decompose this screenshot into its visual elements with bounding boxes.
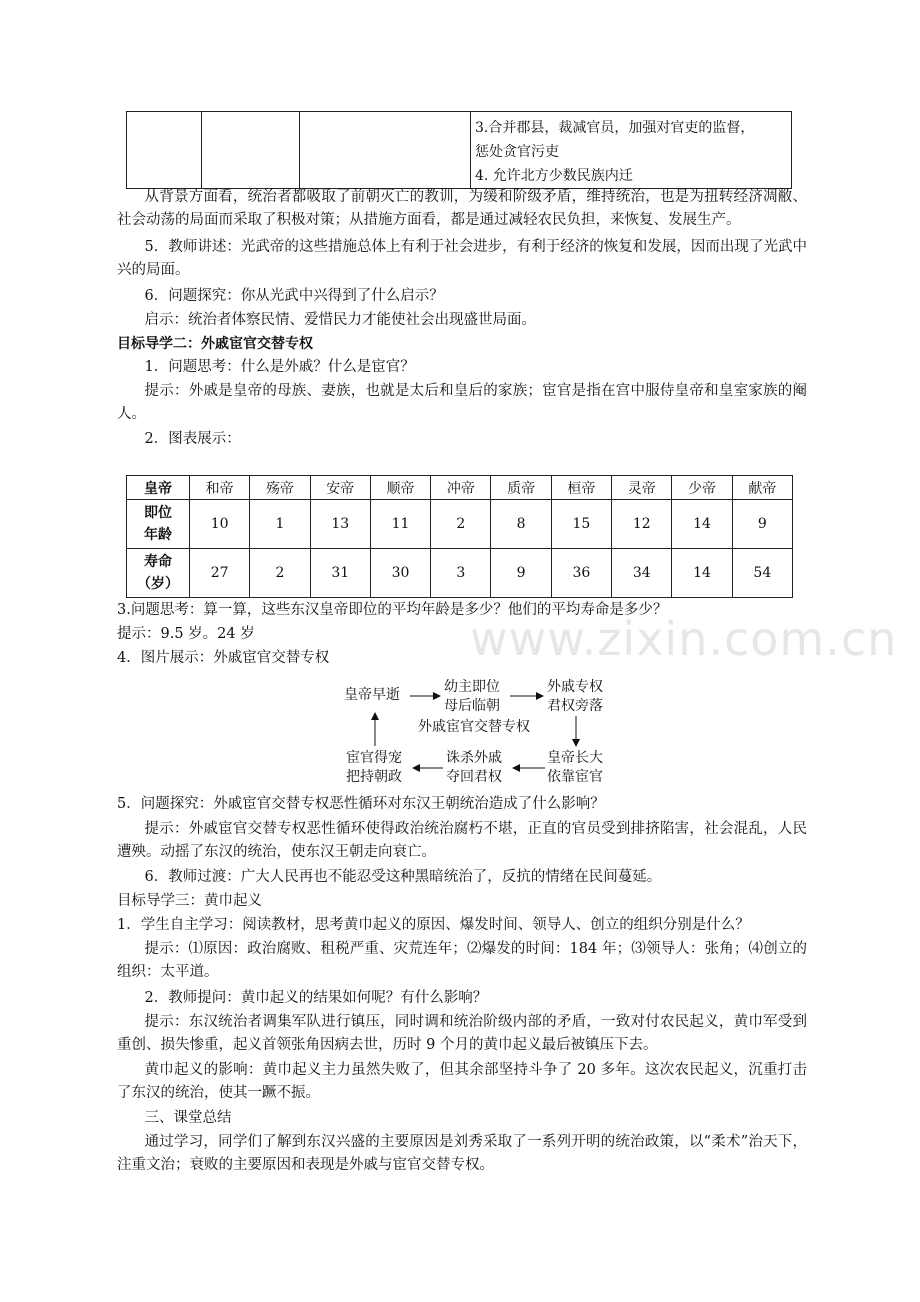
accession-age: 12 bbox=[612, 500, 672, 549]
emperor-name: 献帝 bbox=[732, 476, 792, 500]
emperor-name: 安帝 bbox=[310, 476, 370, 500]
lifespan: 3 bbox=[431, 549, 491, 598]
emperor-name: 和帝 bbox=[190, 476, 250, 500]
paragraph: 4．图片展示：外戚宦官交替专权 bbox=[117, 650, 330, 666]
lifespan: 14 bbox=[672, 549, 732, 598]
watermark: www.zixin.com.cn bbox=[470, 612, 898, 666]
flow-node-emperor-dies-early: 皇帝早逝 bbox=[344, 687, 400, 703]
paragraph: 5．教师讲述：光武帝的这些措施总体上有利于社会进步，有利于经济的恢复和发展，因而出现了光武中兴的局面。 bbox=[117, 239, 807, 278]
paragraph: 黄巾起义的影响：黄巾起义主力虽然失败了，但其余部坚持斗争了 20 多年。这次农民起义，沉重打击了东汉的统治，使其一蹶不振。 bbox=[117, 1062, 807, 1101]
paragraph: 6．教师过渡：广大人民再也不能忍受这种黑暗统治了，反抗的情绪在民间蔓延。 bbox=[144, 869, 662, 885]
section-heading: 目标导学二：外戚宦官交替专权 bbox=[117, 336, 313, 352]
paragraph: 2．教师提问：黄巾起义的结果如何呢？有什么影响？ bbox=[144, 990, 488, 1006]
lifespan: 34 bbox=[612, 549, 672, 598]
accession-age: 13 bbox=[310, 500, 370, 549]
paragraph: 从背景方面看，统治者都吸取了前朝灭亡的教训，为缓和阶级矛盾，维持统治，也是为扭转经济凋敝、社会动荡的局面而采取了积极对策；从措施方面看，都是通过减轻农民负担，来恢复、发展生产。 bbox=[117, 189, 807, 228]
emperor-name: 冲帝 bbox=[431, 476, 491, 500]
lifespan: 9 bbox=[491, 549, 551, 598]
paragraph: 提示：9.5 岁。24 岁 bbox=[117, 626, 255, 642]
paragraph: 提示：外戚宦官交替专权恶性循环使得政治统治腐朽不堪，正直的官员受到排挤陷害，社会混乱，人民遭殃。动摇了东汉的统治，使东汉王朝走向衰亡。 bbox=[117, 821, 807, 860]
row-header-line: 寿命 bbox=[144, 554, 172, 570]
flow-node-line: 诛杀外戚 bbox=[446, 750, 502, 766]
row-header-line: 即位 bbox=[144, 505, 172, 521]
flow-node-line: 把持朝政 bbox=[346, 769, 402, 785]
emperor-name: 桓帝 bbox=[551, 476, 611, 500]
paragraph: 提示：⑴原因：政治腐败、租税严重、灾荒连年；⑵爆发的时间：184 年；⑶领导人：张角；⑷创立的组织：太平道。 bbox=[117, 941, 807, 980]
paragraph: 5．问题探究：外戚宦官交替专权恶性循环对东汉王朝统治造成了什么影响？ bbox=[117, 796, 605, 812]
accession-age: 2 bbox=[431, 500, 491, 549]
accession-age: 14 bbox=[672, 500, 732, 549]
table-cell-line: 4. 允许北方少数民族内迁 bbox=[475, 168, 633, 184]
paragraph: 3.问题思考：算一算，这些东汉皇帝即位的平均年龄是多少？他们的平均寿命是多少？ bbox=[117, 602, 668, 618]
paragraph: 1．问题思考：什么是外戚？什么是宦官？ bbox=[144, 359, 415, 375]
paragraph: 6．问题探究：你从光武中兴得到了什么启示？ bbox=[144, 288, 444, 304]
emperor-name: 少帝 bbox=[672, 476, 732, 500]
flow-node-line: 宦官得宠 bbox=[346, 750, 402, 766]
flow-node-line: 夺回君权 bbox=[446, 769, 502, 785]
paragraph: 通过学习，同学们了解到东汉兴盛的主要原因是刘秀采取了一系列开明的统治政策，以“柔术”治天下，注重文治；衰败的主要原因和表现是外戚与宦官交替专权。 bbox=[117, 1134, 807, 1173]
paragraph: 提示：外戚是皇帝的母族、妻族，也就是太后和皇后的家族；宦官是指在宫中服侍皇帝和皇室家族的阉人。 bbox=[117, 383, 807, 422]
flow-node-line: 依靠宦官 bbox=[547, 769, 603, 785]
row-header-line: 年龄 bbox=[144, 527, 172, 543]
emperor-name: 灵帝 bbox=[612, 476, 672, 500]
accession-age: 9 bbox=[732, 500, 792, 549]
flow-node-line: 幼主即位 bbox=[444, 679, 500, 695]
accession-age: 1 bbox=[250, 500, 310, 549]
paragraph: 启示：统治者体察民情、爱惜民力才能使社会出现盛世局面。 bbox=[144, 312, 537, 328]
lifespan: 30 bbox=[370, 549, 430, 598]
flow-node-line: 皇帝长大 bbox=[547, 750, 603, 766]
accession-age: 8 bbox=[491, 500, 551, 549]
section-heading: 目标导学三：黄巾起义 bbox=[117, 893, 262, 909]
flow-node-line: 母后临朝 bbox=[444, 698, 500, 714]
lifespan: 36 bbox=[551, 549, 611, 598]
lifespan: 27 bbox=[190, 549, 250, 598]
lifespan: 31 bbox=[310, 549, 370, 598]
emperor-name: 质帝 bbox=[491, 476, 551, 500]
lifespan: 54 bbox=[732, 549, 792, 598]
section-heading: 三、课堂总结 bbox=[144, 1110, 232, 1126]
flow-node-line: 外戚专权 bbox=[547, 679, 603, 695]
row-header-line: （岁） bbox=[137, 576, 179, 592]
accession-age: 11 bbox=[370, 500, 430, 549]
accession-age: 10 bbox=[190, 500, 250, 549]
table-cell-line: 惩处贪官污吏 bbox=[475, 144, 559, 160]
paragraph: 1．学生自主学习：阅读教材，思考黄巾起义的原因、爆发时间、领导人、创立的组织分别是什么？ bbox=[117, 917, 750, 933]
flow-node-line: 君权旁落 bbox=[547, 698, 603, 714]
lifespan: 2 bbox=[250, 549, 310, 598]
table-cell-line: 3.合并郡县，裁减官员，加强对官吏的监督， bbox=[475, 120, 755, 136]
emperor-name: 殇帝 bbox=[250, 476, 310, 500]
accession-age: 15 bbox=[551, 500, 611, 549]
emperor-name: 顺帝 bbox=[370, 476, 430, 500]
paragraph: 提示：东汉统治者调集军队进行镇压，同时调和统治阶级内部的矛盾，一致对付农民起义，黄巾军受到重创、损失惨重，起义首领张角因病去世，历时 9 个月的黄巾起义最后被镇压下去。 bbox=[117, 1014, 807, 1053]
flow-center-label: 外戚宦官交替专权 bbox=[418, 719, 530, 735]
row-header-emperor: 皇帝 bbox=[127, 476, 190, 500]
paragraph: 2．图表展示： bbox=[144, 431, 241, 447]
